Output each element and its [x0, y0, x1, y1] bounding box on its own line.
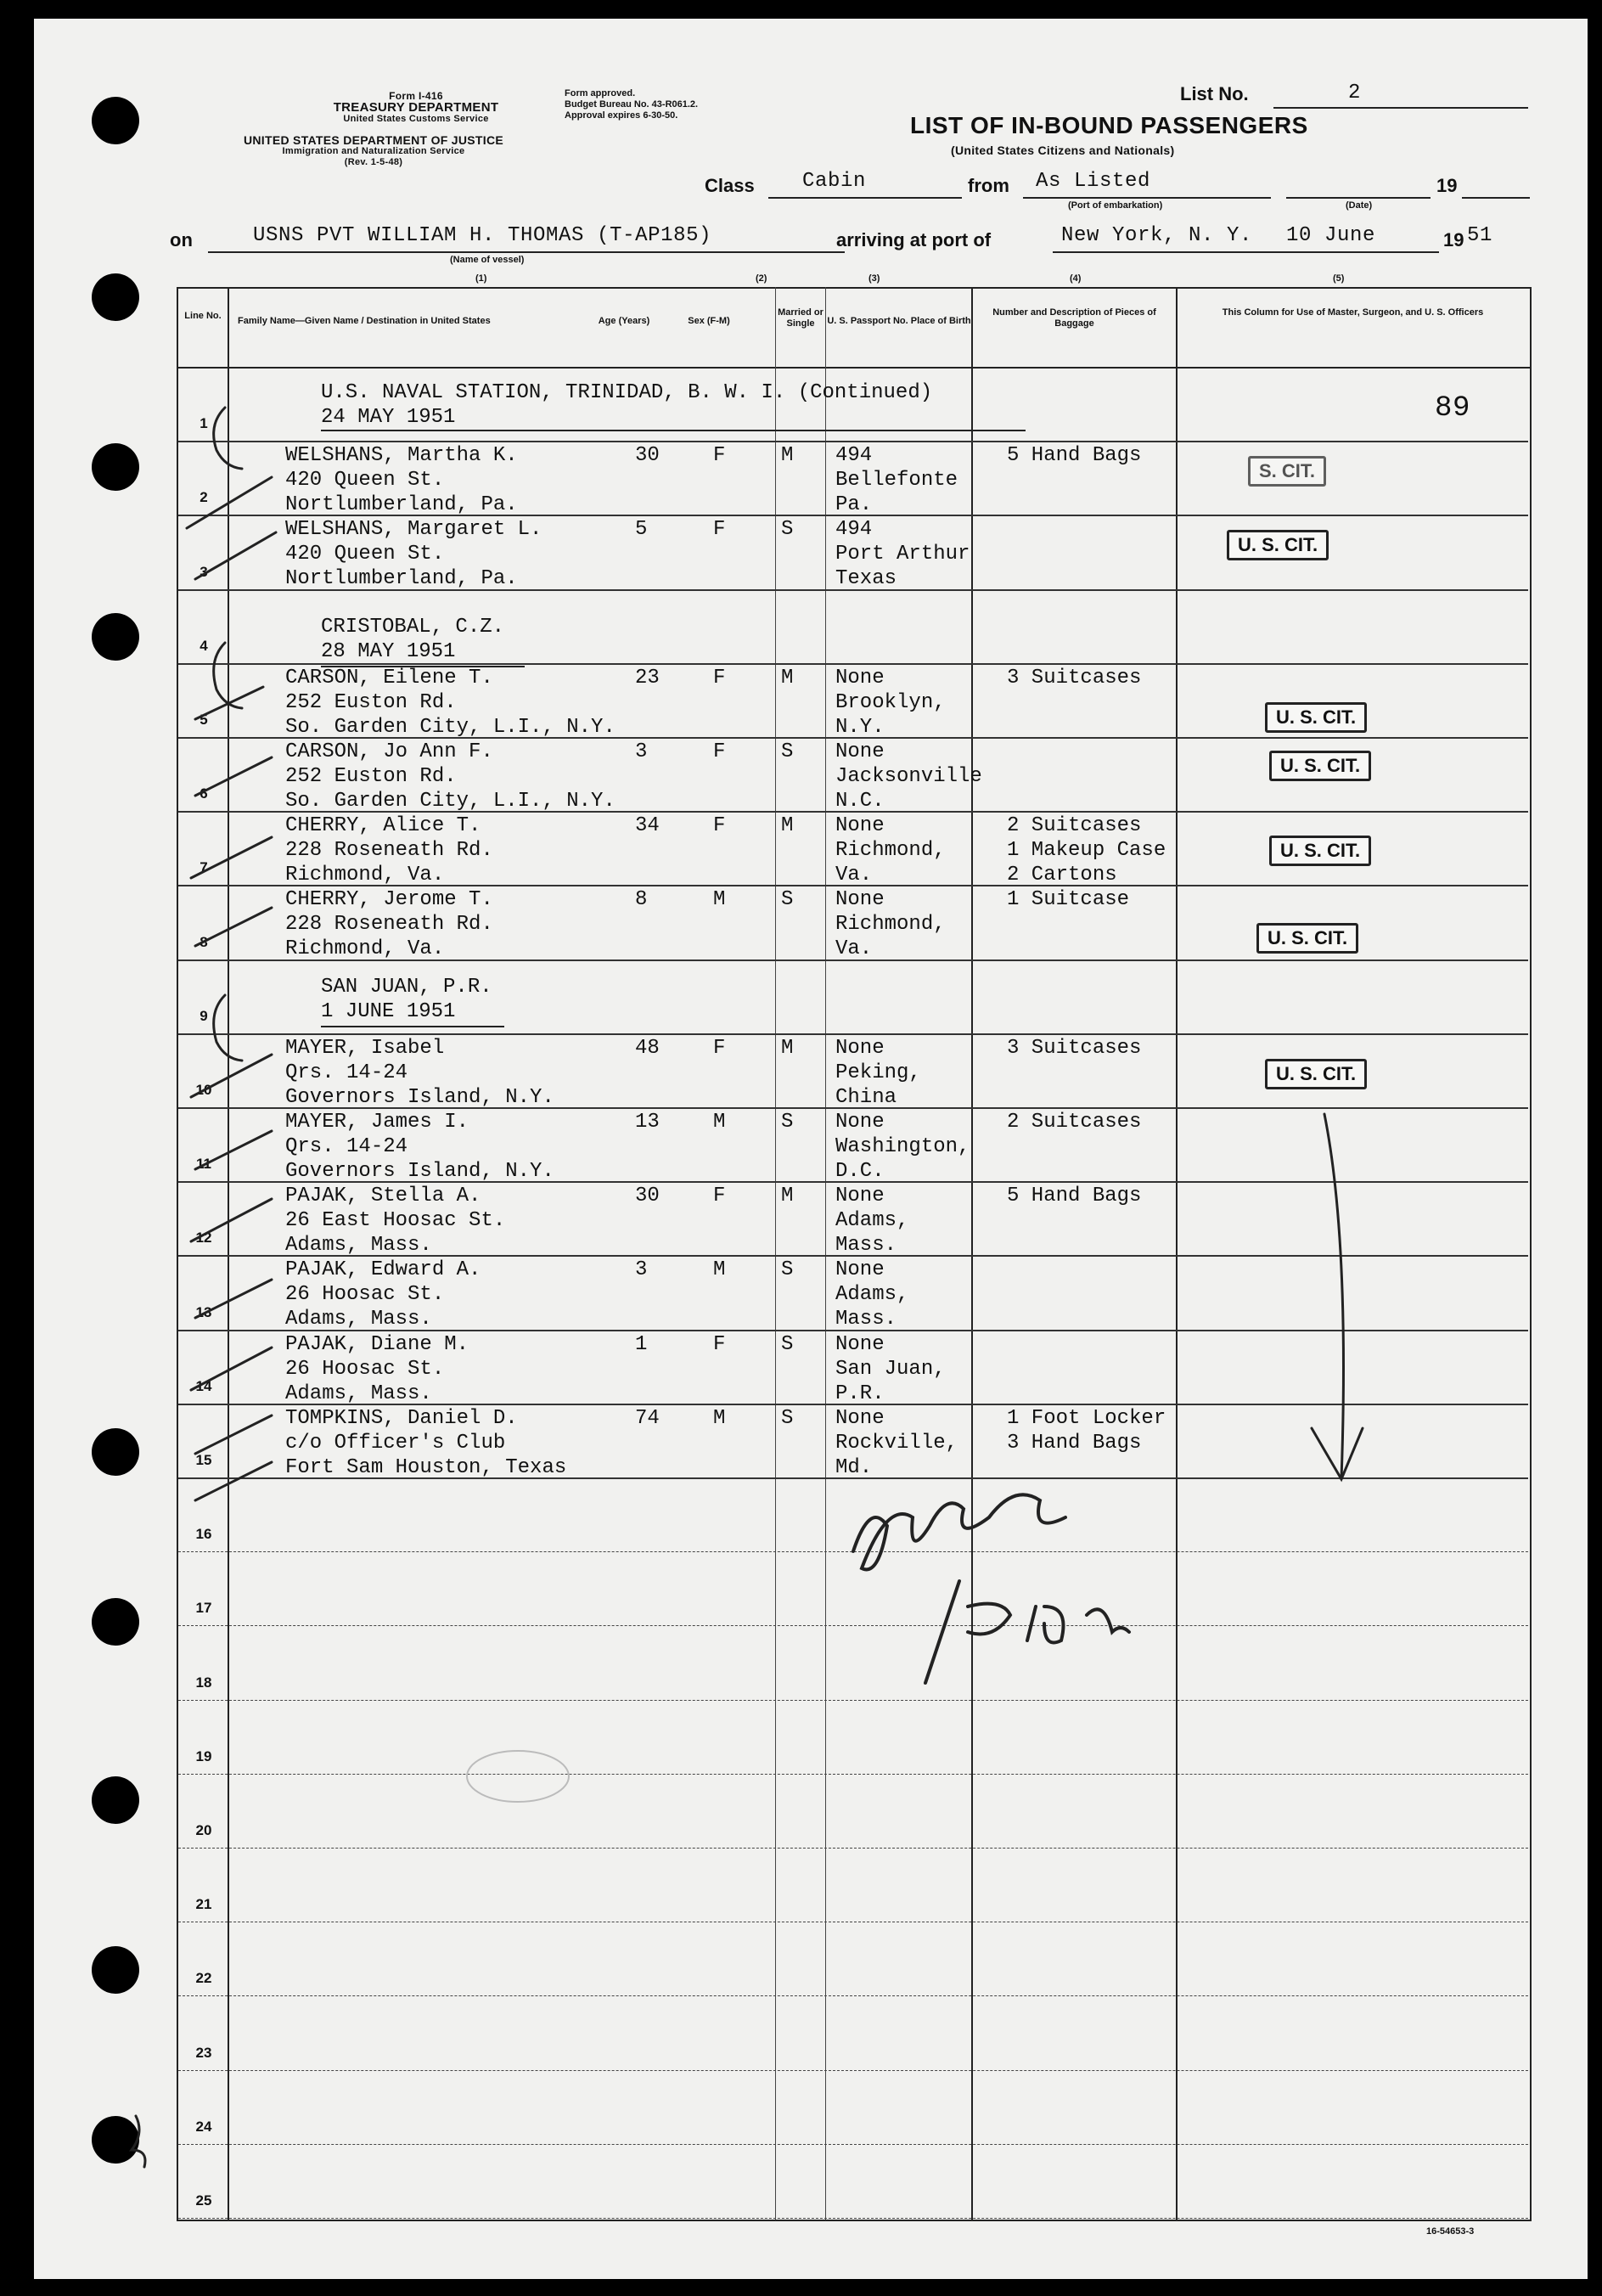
passenger-addr2: Richmond, Va. — [285, 864, 445, 887]
passenger-pass: None — [835, 666, 885, 689]
passenger-age: 13 — [635, 1111, 660, 1134]
line-number: 10 — [195, 1082, 212, 1098]
citizen-stamp: U. S. CIT. — [1265, 702, 1367, 733]
col-header-officers: This Column for Use of Master, Surgeon, and U. S. Officers — [1222, 307, 1484, 318]
passenger-name: TOMPKINS, Daniel D. — [285, 1406, 518, 1430]
passenger-sex: F — [713, 666, 726, 689]
passenger-birth2: D.C. — [835, 1160, 885, 1183]
passenger-ms: S — [781, 1332, 794, 1356]
line-number: 7 — [200, 859, 208, 876]
passenger-sex: M — [713, 1111, 726, 1134]
passenger-pass: None — [835, 1036, 885, 1060]
line-number: 15 — [195, 1452, 212, 1468]
passenger-addr1: 252 Euston Rd. — [285, 690, 457, 714]
passenger-birth1: Richmond, — [835, 913, 946, 937]
col-header-sex: Sex (F-M) — [688, 316, 730, 326]
passenger-addr2: Nortlumberland, Pa. — [285, 567, 518, 591]
passenger-age: 30 — [635, 1185, 660, 1208]
passenger-addr2: Fort Sam Houston, Texas — [285, 1455, 567, 1479]
line-number: 19 — [195, 1747, 212, 1764]
passenger-ms: M — [781, 444, 794, 468]
manifest-sheet — [34, 19, 1588, 2279]
passenger-age: 8 — [635, 888, 648, 912]
passenger-birth2: Texas — [835, 567, 897, 591]
passenger-ms: M — [781, 666, 794, 689]
passenger-ms: S — [781, 518, 794, 542]
passenger-addr1: 228 Roseneath Rd. — [285, 839, 493, 863]
list-no-value: 2 — [1348, 82, 1362, 104]
col-header-baggage: Number and Description of Pieces of Baggage — [992, 307, 1156, 329]
passenger-pass: None — [835, 1258, 885, 1282]
customs-label: United States Customs Service — [343, 114, 489, 124]
passenger-addr1: 26 Hoosac St. — [285, 1283, 445, 1307]
form-title: LIST OF IN-BOUND PASSENGERS — [910, 112, 1308, 138]
passenger-birth1: Richmond, — [835, 839, 946, 863]
citizen-stamp: U. S. CIT. — [1256, 923, 1358, 954]
line-number: 9 — [200, 1007, 208, 1024]
passenger-addr1: Qrs. 14-24 — [285, 1061, 408, 1084]
passenger-sex: M — [713, 888, 726, 912]
passenger-ms: M — [781, 814, 794, 838]
passenger-pass: None — [835, 740, 885, 763]
passenger-birth2: Va. — [835, 864, 873, 887]
revision-label: (Rev. 1-5-48) — [344, 157, 403, 167]
approval-line: Form approved. — [565, 88, 636, 98]
col-header-name: Family Name—Given Name / Destination in United States — [238, 316, 491, 326]
passenger-birth2: Pa. — [835, 493, 873, 517]
passenger-ms: M — [781, 1185, 794, 1208]
passenger-name: CARSON, Eilene T. — [285, 666, 493, 689]
col-num: (2) — [756, 273, 767, 284]
vessel-name: USNS PVT WILLIAM H. THOMAS (T-AP185) — [253, 224, 712, 247]
passenger-sex: F — [713, 444, 726, 468]
passenger-addr1: 26 Hoosac St. — [285, 1357, 445, 1381]
passenger-addr2: Governors Island, N.Y. — [285, 1160, 554, 1183]
section-date: 24 MAY 1951 — [321, 406, 456, 429]
passenger-birth2: N.Y. — [835, 715, 885, 739]
passenger-pass: 494 — [835, 518, 873, 542]
passenger-age: 30 — [635, 444, 660, 468]
line-number: 6 — [200, 785, 208, 802]
line-number: 23 — [195, 2044, 212, 2061]
passenger-birth1: Washington, — [835, 1135, 970, 1158]
col-header-age: Age (Years) — [598, 316, 650, 326]
passenger-birth1: Brooklyn, — [835, 690, 946, 714]
citizen-stamp: S. CIT. — [1248, 456, 1326, 487]
passenger-addr1: 420 Queen St. — [285, 543, 445, 566]
passenger-sex: F — [713, 740, 726, 763]
form-number: Form I-416 — [389, 90, 443, 102]
passenger-age: 74 — [635, 1406, 660, 1430]
passenger-sex: F — [713, 1185, 726, 1208]
passenger-bag2: 1 Makeup Case — [1007, 839, 1166, 863]
passenger-bag1: 2 Suitcases — [1007, 814, 1142, 838]
passenger-sex: F — [713, 1036, 726, 1060]
line-number: 12 — [195, 1230, 212, 1246]
class-label: Class — [705, 175, 755, 196]
line-number: 5 — [200, 712, 208, 728]
line-number: 20 — [195, 1822, 212, 1838]
passenger-ms: S — [781, 1406, 794, 1430]
passenger-ms: S — [781, 1111, 794, 1134]
passenger-birth1: Adams, — [835, 1283, 909, 1307]
passenger-bag1: 1 Suitcase — [1007, 888, 1130, 912]
line-number: 4 — [200, 637, 208, 654]
handwritten-annotations — [34, 19, 1588, 2279]
passenger-birth2: N.C. — [835, 790, 885, 813]
passenger-age: 23 — [635, 666, 660, 689]
passenger-name: MAYER, Isabel — [285, 1036, 445, 1060]
passenger-addr1: 420 Queen St. — [285, 469, 445, 492]
arrival-port: New York, N. Y. — [1061, 224, 1253, 247]
passenger-birth2: P.R. — [835, 1382, 885, 1405]
passenger-name: CHERRY, Jerome T. — [285, 888, 493, 912]
section-title: U.S. NAVAL STATION, TRINIDAD, B. W. I. (Continued) — [321, 381, 933, 404]
passenger-birth1: Bellefonte — [835, 469, 958, 492]
on-label: on — [170, 229, 193, 250]
passenger-name: WELSHANS, Martha K. — [285, 444, 518, 468]
passenger-birth1: San Juan, — [835, 1357, 946, 1381]
passenger-ms: M — [781, 1036, 794, 1060]
passenger-addr2: Richmond, Va. — [285, 937, 445, 961]
passenger-addr2: So. Garden City, L.I., N.Y. — [285, 715, 616, 739]
passenger-name: MAYER, James I. — [285, 1111, 469, 1134]
passenger-bag1: 5 Hand Bags — [1007, 444, 1142, 468]
passenger-addr1: Qrs. 14-24 — [285, 1135, 408, 1158]
line-number: 25 — [195, 2192, 212, 2209]
citizen-stamp: U. S. CIT. — [1269, 836, 1371, 866]
line-number: 3 — [200, 563, 208, 580]
passenger-addr2: Governors Island, N.Y. — [285, 1085, 554, 1109]
passenger-birth1: Adams, — [835, 1209, 909, 1233]
passenger-bag1: 1 Foot Locker — [1007, 1406, 1166, 1430]
date-caption: (Date) — [1346, 200, 1373, 211]
passenger-pass: 494 — [835, 444, 873, 468]
passenger-pass: None — [835, 888, 885, 912]
passenger-addr2: Nortlumberland, Pa. — [285, 493, 518, 517]
passenger-addr2: Adams, Mass. — [285, 1234, 432, 1258]
list-no-label: List No. — [1180, 83, 1249, 104]
citizen-stamp: U. S. CIT. — [1269, 751, 1371, 781]
passenger-addr2: Adams, Mass. — [285, 1308, 432, 1331]
passenger-bag1: 2 Suitcases — [1007, 1111, 1142, 1134]
line-number: 8 — [200, 933, 208, 950]
year-prefix: 19 — [1436, 175, 1458, 196]
passenger-name: CARSON, Jo Ann F. — [285, 740, 493, 763]
passenger-bag1: 3 Suitcases — [1007, 666, 1142, 689]
passenger-pass: None — [835, 814, 885, 838]
col-header-line: Line No. — [184, 311, 222, 321]
line-number: 24 — [195, 2118, 212, 2135]
line-number: 22 — [195, 1970, 212, 1987]
year-prefix: 19 — [1443, 229, 1464, 250]
passenger-birth2: China — [835, 1085, 897, 1109]
passenger-ms: S — [781, 740, 794, 763]
passenger-addr2: So. Garden City, L.I., N.Y. — [285, 790, 616, 813]
vessel-caption: (Name of vessel) — [450, 255, 525, 265]
passenger-bag2: 3 Hand Bags — [1007, 1431, 1142, 1455]
col-num: (1) — [475, 273, 487, 284]
section-title: CRISTOBAL, C.Z. — [321, 616, 505, 639]
citizen-stamp: U. S. CIT. — [1265, 1059, 1367, 1089]
treasury-label: TREASURY DEPARTMENT — [333, 100, 499, 115]
port-caption: (Port of embarkation) — [1068, 200, 1163, 211]
year-suffix: 51 — [1467, 224, 1493, 247]
passenger-sex: F — [713, 518, 726, 542]
passenger-age: 5 — [635, 518, 648, 542]
page-number: 89 — [1435, 392, 1471, 425]
passenger-birth2: Md. — [835, 1455, 873, 1479]
approval-line: Approval expires 6-30-50. — [565, 110, 678, 121]
passenger-age: 3 — [635, 1258, 648, 1282]
passenger-birth2: Va. — [835, 937, 873, 961]
line-number: 11 — [196, 1156, 211, 1173]
col-num: (3) — [868, 273, 880, 284]
citizen-stamp: U. S. CIT. — [1227, 530, 1329, 560]
passenger-birth2: Mass. — [835, 1234, 897, 1258]
passenger-birth1: Peking, — [835, 1061, 921, 1084]
line-number: 16 — [195, 1526, 212, 1543]
passenger-name: PAJAK, Stella A. — [285, 1185, 481, 1208]
passenger-age: 1 — [635, 1332, 648, 1356]
passenger-ms: S — [781, 1258, 794, 1282]
passenger-name: CHERRY, Alice T. — [285, 814, 481, 838]
col-num: (5) — [1333, 273, 1345, 284]
section-date: 1 JUNE 1951 — [321, 1000, 456, 1023]
passenger-birth1: Rockville, — [835, 1431, 958, 1455]
passenger-addr1: c/o Officer's Club — [285, 1431, 506, 1455]
passenger-addr1: 26 East Hoosac St. — [285, 1209, 506, 1233]
line-number: 21 — [195, 1896, 212, 1913]
passenger-birth1: Jacksonville — [835, 765, 982, 788]
passenger-addr1: 252 Euston Rd. — [285, 765, 457, 788]
col-num: (4) — [1070, 273, 1082, 284]
passenger-pass: None — [835, 1185, 885, 1208]
arrival-date: 10 June — [1286, 224, 1376, 247]
justice-label: UNITED STATES DEPARTMENT OF JUSTICE — [243, 133, 504, 147]
passenger-bag3: 2 Cartons — [1007, 864, 1117, 887]
form-subtitle: (United States Citizens and Nationals) — [951, 144, 1175, 157]
ins-label: Immigration and Naturalization Service — [282, 146, 465, 156]
passenger-sex: F — [713, 1332, 726, 1356]
passenger-pass: None — [835, 1111, 885, 1134]
passenger-name: PAJAK, Edward A. — [285, 1258, 481, 1282]
passenger-bag1: 3 Suitcases — [1007, 1036, 1142, 1060]
passenger-sex: F — [713, 814, 726, 838]
section-title: SAN JUAN, P.R. — [321, 976, 492, 999]
line-number: 18 — [195, 1674, 212, 1691]
from-label: from — [968, 175, 1009, 196]
passenger-pass: None — [835, 1406, 885, 1430]
approval-line: Budget Bureau No. 43-R061.2. — [565, 99, 699, 110]
print-code: 16-54653-3 — [1426, 2226, 1475, 2237]
line-number: 17 — [195, 1600, 212, 1617]
line-number: 1 — [200, 415, 208, 432]
passenger-age: 48 — [635, 1036, 660, 1060]
line-number: 2 — [200, 489, 208, 506]
passenger-pass: None — [835, 1332, 885, 1356]
passenger-name: WELSHANS, Margaret L. — [285, 518, 542, 542]
passenger-addr2: Adams, Mass. — [285, 1382, 432, 1405]
passenger-age: 3 — [635, 740, 648, 763]
passenger-sex: M — [713, 1258, 726, 1282]
passenger-bag1: 5 Hand Bags — [1007, 1185, 1142, 1208]
passenger-addr1: 228 Roseneath Rd. — [285, 913, 493, 937]
line-number: 13 — [195, 1303, 212, 1320]
passenger-name: PAJAK, Diane M. — [285, 1332, 469, 1356]
col-header-passport: U. S. Passport No. Place of Birth — [827, 316, 971, 326]
passenger-ms: S — [781, 888, 794, 912]
passenger-birth2: Mass. — [835, 1308, 897, 1331]
line-number: 14 — [195, 1377, 212, 1394]
col-header-married: Married or Single — [778, 307, 823, 329]
passenger-sex: M — [713, 1406, 726, 1430]
passenger-age: 34 — [635, 814, 660, 838]
class-value: Cabin — [802, 170, 867, 193]
passenger-birth1: Port Arthur — [835, 543, 970, 566]
arriving-label: arriving at port of — [836, 229, 992, 250]
from-value: As Listed — [1036, 170, 1151, 193]
section-date: 28 MAY 1951 — [321, 640, 456, 663]
